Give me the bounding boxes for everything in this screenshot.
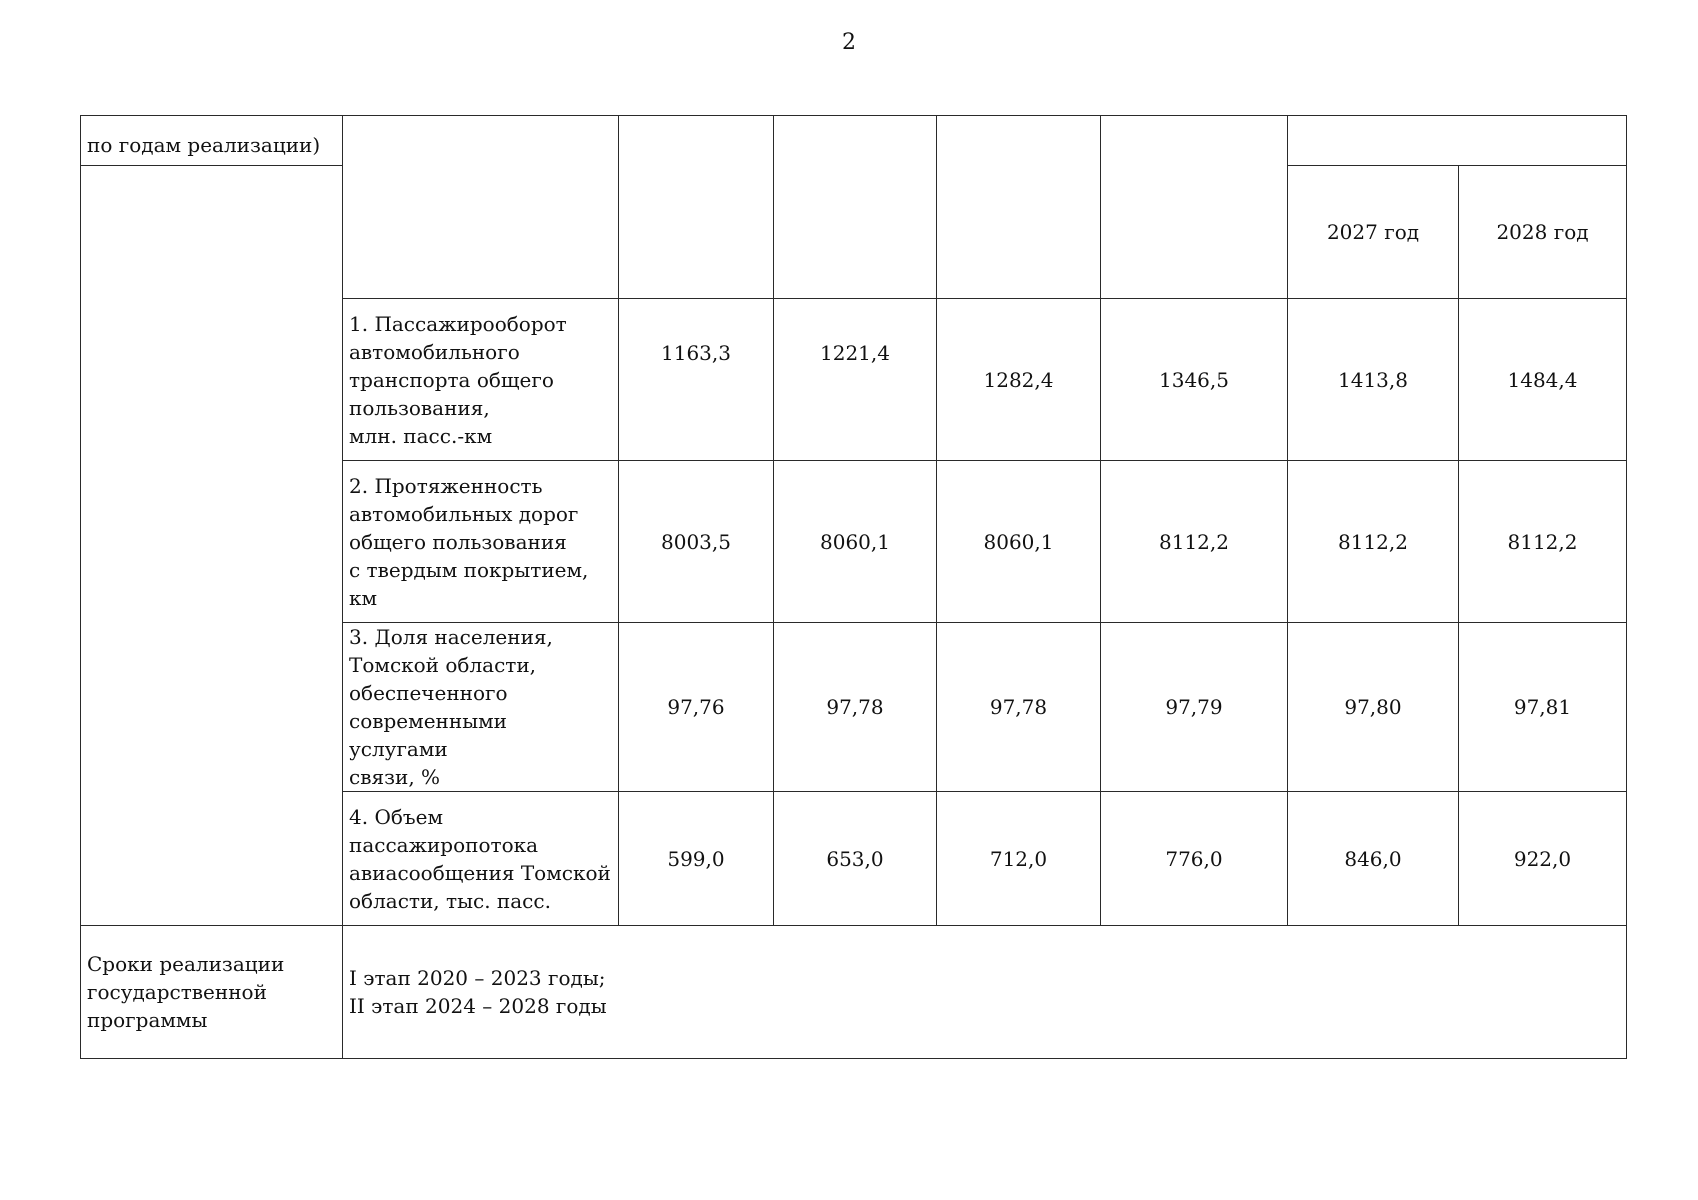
indicator-value: 846,0 [1288, 792, 1459, 926]
indicator-name [343, 792, 619, 926]
timeline-label: Сроки реализации государственной программы [87, 952, 285, 1032]
indicator-value: 97,76 [619, 623, 774, 792]
header-empty-cell [774, 116, 937, 299]
timeline-stages-cell [343, 926, 1627, 1059]
indicator-name-text: 2. Протяженность автомобильных дорог общего пользования с твердым покрытием, км [349, 473, 589, 610]
timeline-label-cell [81, 926, 343, 1059]
indicator-value: 8060,1 [774, 461, 937, 623]
indicator-value: 97,78 [937, 623, 1101, 792]
indicator-value: 8112,2 [1459, 461, 1627, 623]
header-empty-cell [1288, 116, 1627, 166]
indicator-name-text: 1. Пассажирооборот автомобильного транспорта общего пользования, млн. пасс.-км [349, 311, 567, 448]
indicator-value: 1221,4 [774, 299, 937, 461]
indicator-value: 97,80 [1288, 623, 1459, 792]
indicator-value: 1346,5 [1101, 299, 1288, 461]
indicator-value: 8060,1 [937, 461, 1101, 623]
indicator-value: 1484,4 [1459, 299, 1627, 461]
indicator-value: 8112,2 [1288, 461, 1459, 623]
header-empty-cell [619, 116, 774, 299]
indicator-name-text: 4. Объем пассажиропотока авиасообщения Томской области, тыс. пасс. [349, 804, 611, 913]
timeline-row [81, 926, 1627, 1059]
indicator-value: 1282,4 [937, 299, 1101, 461]
indicator-value: 8112,2 [1101, 461, 1288, 623]
indicator-value: 922,0 [1459, 792, 1627, 926]
indicator-name [343, 461, 619, 623]
timeline-stages: I этап 2020 – 2023 годы; II этап 2024 – 2028 годы [349, 966, 607, 1018]
left-merged-cell [81, 166, 343, 926]
indicator-name [343, 623, 619, 792]
year-header: 2027 год [1288, 166, 1459, 299]
page-number: 2 [842, 30, 856, 55]
indicator-value: 653,0 [774, 792, 937, 926]
indicator-name-text: 3. Доля населения, Томской области, обеспеченного современными услугами связи, % [349, 625, 553, 789]
header-left-label: по годам реализации) [81, 116, 343, 166]
indicator-value: 1413,8 [1288, 299, 1459, 461]
header-empty-cell [343, 116, 619, 299]
indicator-value: 1163,3 [619, 299, 774, 461]
header-row-top [81, 116, 1627, 166]
indicator-value: 8003,5 [619, 461, 774, 623]
indicator-value: 97,79 [1101, 623, 1288, 792]
indicator-value: 97,78 [774, 623, 937, 792]
header-empty-cell [937, 116, 1101, 299]
indicator-value: 776,0 [1101, 792, 1288, 926]
indicator-value: 97,81 [1459, 623, 1627, 792]
header-empty-cell [1101, 116, 1288, 299]
program-passport-table [80, 115, 1627, 1059]
indicator-name [343, 299, 619, 461]
indicator-value: 599,0 [619, 792, 774, 926]
year-header: 2028 год [1459, 166, 1627, 299]
indicator-value: 712,0 [937, 792, 1101, 926]
